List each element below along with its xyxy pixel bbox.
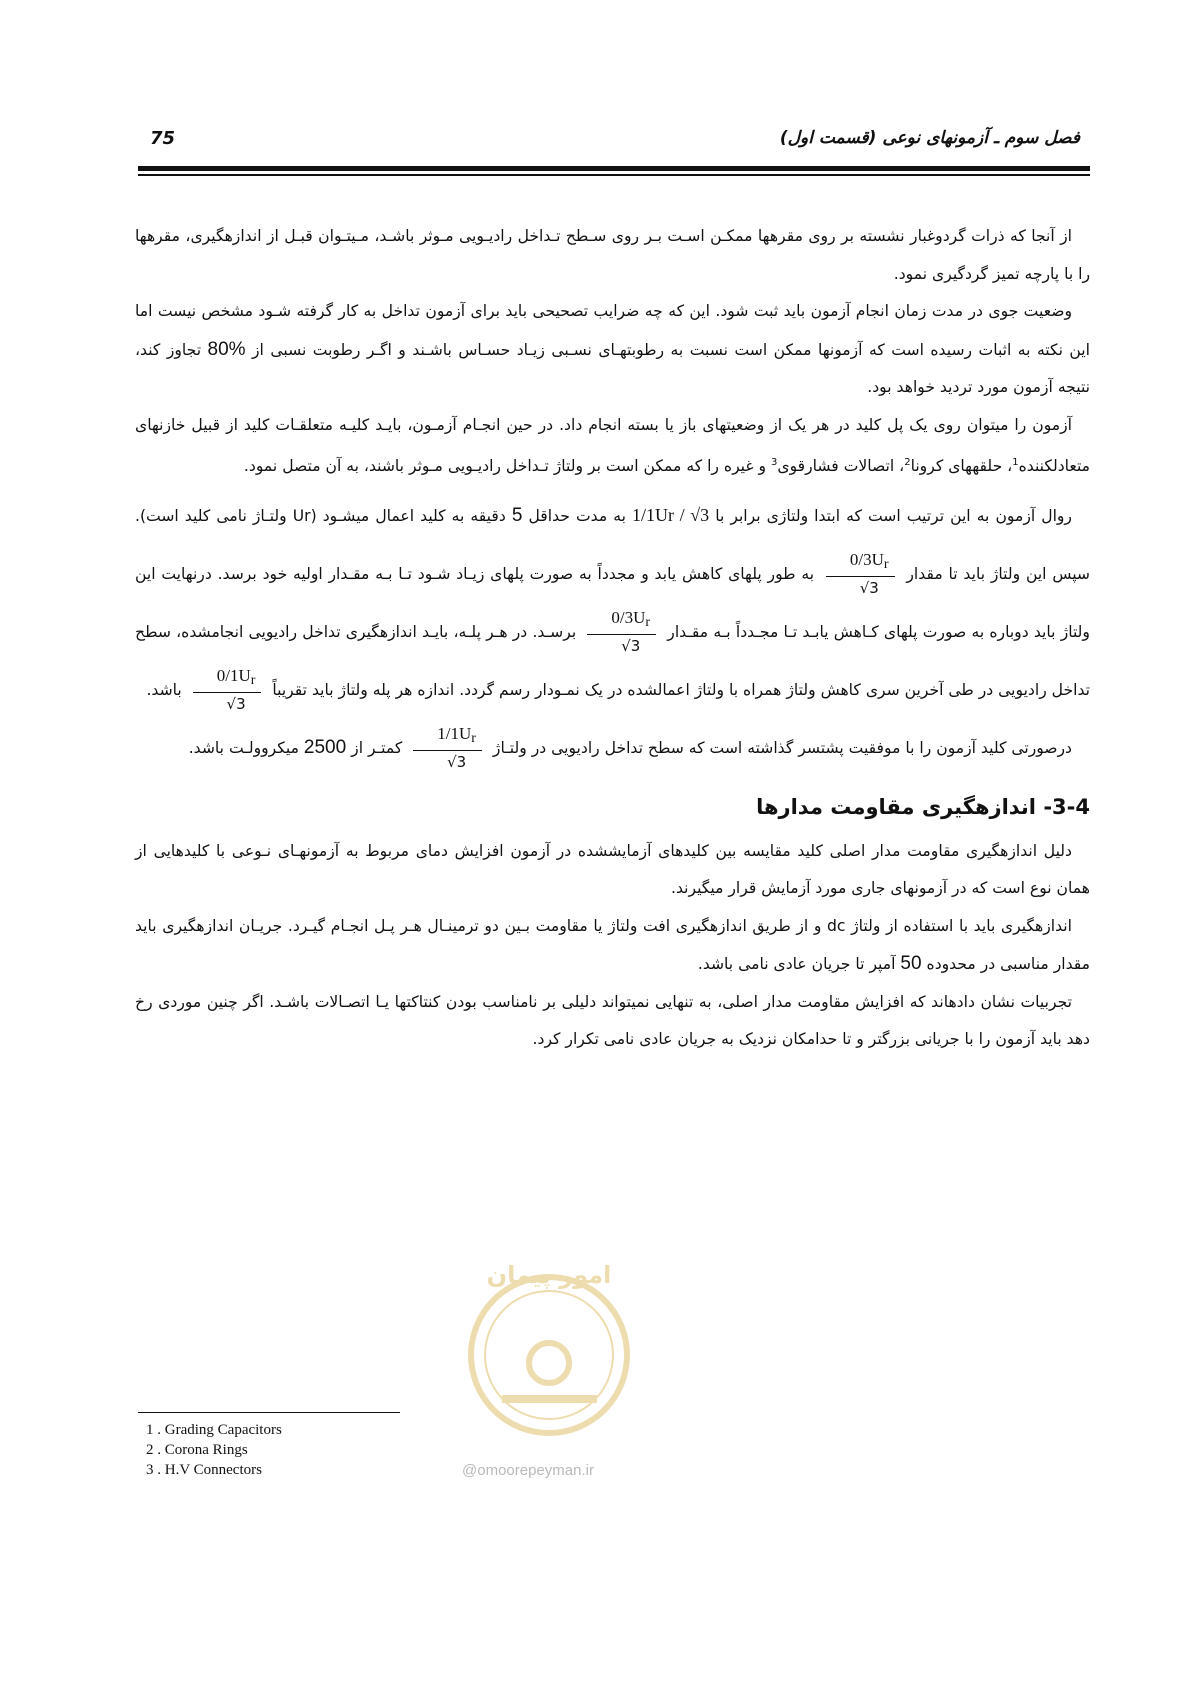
watermark-logo-text: امور پیمان (486, 1261, 612, 1289)
header-rule-thin (138, 174, 1090, 176)
watermark-text: @omoorepeyman.ir (462, 1462, 594, 1479)
current-value: 50 (900, 953, 922, 975)
chapter-title: فصل سوم ـ آزمونهای نوعی (قسمت اول) (779, 128, 1080, 148)
footnote-mark-3: 3 (771, 457, 778, 468)
minutes-value: 5 (511, 504, 523, 526)
paragraph-5: درصورتی کلید آزمون را با موفقیت پشتسر گذاشته است که سطح تداخل رادیویی در ولتـاژ $\frac{1/1Ur}{√3}$ کمتـر از 2500 میکروولـت باشد. (188, 724, 1072, 772)
page-number: 75 (150, 128, 176, 149)
formula-initial-voltage: 1/1Ur / √3 (632, 504, 710, 525)
footnote-rule (138, 1412, 400, 1413)
footnote-2: 2 . Corona Rings (146, 1442, 248, 1458)
gear-icon (529, 1343, 569, 1383)
paragraph-2: وضعیت جوی در مدت زمان انجام آزمون باید ثبت شود. این که چه ضرایب تصحیحی باید برای آزمون تداخل به کار گرفته شـود مشخص نیست اما این نکته به اثبات رسیده است که آزمونها ممکن است نسبت به رطوبتهـای نسـبی زیـاد حسـاس باشـند و اگـر رطوبت نسبی از %80 تجاوز کند، نتیجه آزمون مورد تردید خواهد بود. (135, 302, 1090, 396)
footnote-mark-2: 2 (904, 457, 911, 468)
microvolt-value: 2500 (303, 736, 347, 758)
section-paragraph-3: تجربیات نشان دادهاند که افزایش مقاومت مدار اصلی، به تنهایی نمیتواند دلیلی بر نامناسب بودن کنتاکتها یـا اتصـالات باشـد. اگر چنین موردی رخ دهد باید آزمون را با جریانی بزرگتر و تا حدامکان نزدیک به جریان عادی نامی تکرار کرد. (135, 992, 1090, 1049)
paragraph-1: از آنجا که ذرات گردوغبار نشسته بر روی مقرهها ممکـن اسـت بـر روی سـطح تـداخل رادیـویی مـوثر باشـد، مـیتـوان قبـل از اندازهگیری، مقرهها را با پارچه تمیز گردگیری نمود. (135, 227, 1090, 283)
footnote-3: 3 . H.V Connectors (146, 1462, 262, 1478)
footnotes (146, 1420, 282, 1480)
fraction-03ur: $\frac{0/3Ur}{√3}$ (826, 549, 895, 599)
watermark-base (502, 1395, 597, 1403)
header-rule-thick (138, 166, 1090, 171)
humidity-value: %80 (207, 338, 246, 360)
page-body (135, 218, 1090, 1059)
fraction-11ur: $\frac{1/1Ur}{√3}$ (413, 723, 482, 773)
paragraph-3: آزمون را میتوان روی یک پل کلید در هر یک از وضعیتهای باز یا بسته انجام داد. در حین انجـام آزمـون، بایـد کلیـه متعلقـات کلید از قبیل خازنهای متعادلکننده$^1$، حلقههای کرونا$^2$، اتصالات فشارقوی$^3$ و غیره را که ممکن است بر ولتاژ تـداخل رادیـویی مـوثر باشند، به آن متصل نمود. (135, 415, 1090, 476)
fraction-01ur: $\frac{0/1Ur}{√3}$ (193, 665, 262, 715)
section-paragraph-2: اندازهگیری باید با استفاده از ولتاژ dc و از طریق اندازهگیری افت ولتاژ یا مقاومت بـین دو ترمینـال هـر پـل انجـام گیـرد. جریـان اندازهگیری باید مقدار مناسبی در محدوده 50 آمپر تا جریان عادی نامی باشد. (135, 916, 1090, 975)
fraction-03ur-2: $\frac{0/3Ur}{√3}$ (587, 607, 656, 657)
footnote-1: 1 . Grading Capacitors (146, 1422, 282, 1438)
section-heading: 3-4- اندازهگیری مقاومت مدارها (756, 794, 1090, 819)
section-paragraph-1: دلیل اندازهگیری مقاومت مدار اصلی کلید مقایسه بین کلیدهای آزمایششده در آزمون افزایش دمای مربوط به آزمونهـای نـوعی با کلیدهایی از همان نوع است که در آزمونهای جاری مورد آزمایش قرار میگیرند. (135, 841, 1090, 898)
paragraph-4: روال آزمون به این ترتیب است که ابتدا ولتاژی برابر با 1/1Ur / √3 به مدت حداقل 5 دقیقه به کلید اعمال میشـود (Ur ولتـاژ نامی کلید است). سپس این ولتاژ باید تا مقدار $\frac{0/3Ur}{√3}$ به طور پلهای کاهش یابد و مجدداً به صورت پلهای زیـاد شـود تـا بـه مقـدار اولیه خود برسد. درنهایت این ولتاژ باید دوباره به صورت پلهای کـاهش یابـد تـا مجـدداً بـه مقـدار $\frac{0/3Ur}{√3}$ برسـد. در هـر پلـه، بایـد اندازهگیری تداخل رادیویی انجامشده، سطح تداخل رادیویی در طی آخرین سری کاهش ولتاژ همراه با ولتاژ اعمالشده در یک نمـودار رسم گردد. اندازه هر پله ولتاژ باید تقریباً $\frac{0/1Ur}{√3}$ باشد. (135, 504, 1090, 714)
watermark-logo (462, 1245, 637, 1440)
footnote-mark-1: 1 (1012, 457, 1019, 468)
watermark-ring (471, 1277, 627, 1433)
